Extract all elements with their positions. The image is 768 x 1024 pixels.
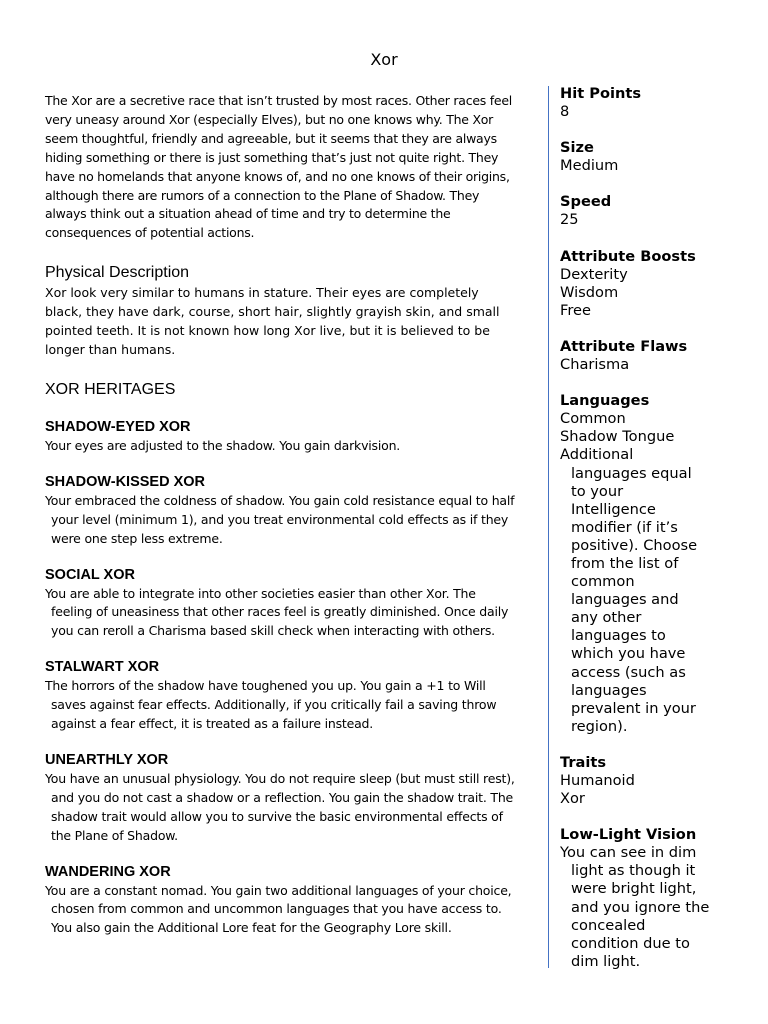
size-label: Size: [560, 139, 594, 157]
traits-block: [560, 754, 710, 808]
heritage-shadow-eyed: [45, 417, 515, 456]
low-light-vision-label: Low-Light Vision: [560, 826, 697, 844]
heritage-text: You are able to integrate into other societies easier than other Xor. The feeling of uneasiness that other races feel is greatly diminished. Once daily you can reroll a Charisma based skill check when interacting with others.: [45, 585, 509, 639]
heritage-text: You have an unusual physiology. You do not require sleep (but must still rest), and you do not cast a shadow or a reflection. You gain the shadow trait. The shadow trait would allow you to survive the basic environmental effects of the Plane of Shadow.: [45, 770, 515, 843]
traits-label: Traits: [560, 753, 607, 771]
heritage-name: SHADOW-KISSED XOR: [45, 473, 206, 490]
sidebar-divider: [548, 86, 549, 968]
speed-label: Speed: [560, 193, 612, 211]
boost-value: Free: [560, 301, 591, 319]
heritage-name: STALWART XOR: [45, 659, 160, 676]
main-column: [45, 92, 515, 938]
heritage-wandering: [45, 862, 515, 939]
heritage-social: [45, 565, 515, 642]
physical-description-text: Xor look very similar to humans in stature. Their eyes are completely black, they have dark, course, short hair, slightly grayish skin, and small pointed teeth. It is not known how long Xor live, but it is believed to be longer than humans.: [45, 285, 500, 357]
heritage-text: Your embraced the coldness of shadow. You gain cold resistance equal to half your level (minimum 1), and you treat environmental cold effects as if they were one step less extreme.: [45, 492, 515, 546]
languages-label: Languages: [560, 392, 650, 410]
size-block: [560, 139, 710, 175]
languages-block: [560, 392, 710, 736]
hit-points-label: Hit Points: [560, 85, 642, 102]
heritage-text: Your eyes are adjusted to the shadow. You gain darkvision.: [45, 437, 401, 453]
heritage-text: You are a constant nomad. You gain two additional languages of your choice, chosen from common and uncommon languages that you have access to. You also gain the Additional Lore feat for the Geography Lore skill.: [45, 882, 512, 936]
boost-value: Dexterity: [560, 265, 628, 283]
attribute-flaws-block: [560, 338, 710, 374]
attribute-boosts-block: [560, 248, 710, 320]
heritage-name: UNEARTHLY XOR: [45, 751, 169, 768]
low-light-vision-block: [560, 826, 710, 969]
heritage-unearthly: [45, 750, 515, 846]
speed-value: 25: [560, 211, 579, 229]
trait-value: Humanoid: [560, 772, 635, 789]
hit-points-block: [560, 85, 710, 121]
size-value: Medium: [560, 157, 619, 175]
heritages-heading: XOR HERITAGES: [45, 380, 176, 398]
heritage-text: The horrors of the shadow have toughened you up. You gain a +1 to Will saves against fear effects. Additionally, if you critically fail a saving throw against a fear effect, it is treated as a failure instead.: [45, 678, 497, 732]
heritage-stalwart: [45, 657, 515, 734]
physical-description-heading: Physical Description: [45, 264, 190, 282]
page-title: Xor: [370, 50, 398, 69]
trait-value: Xor: [560, 790, 585, 808]
language-value: Shadow Tongue: [560, 428, 675, 446]
low-light-vision-text: You can see in dim light as though it were bright light, and you ignore the concealed condition due to dim light.: [560, 844, 710, 969]
flaw-value: Charisma: [560, 356, 630, 374]
heritage-name: WANDERING XOR: [45, 863, 171, 880]
speed-block: [560, 193, 710, 229]
additional-languages-text: Additional languages equal to your Intelligence modifier (if it’s positive). Choose from the list of common languages and any other languages to which you have access (such as languages prevalent in your region).: [560, 446, 698, 735]
attribute-boosts-label: Attribute Boosts: [560, 247, 696, 265]
language-value: Common: [560, 410, 626, 428]
heritage-shadow-kissed: [45, 472, 515, 549]
stat-sidebar: [560, 85, 710, 969]
intro-text: The Xor are a secretive race that isn’t trusted by most races. Other races feel very uneasy around Xor (especially Elves), but no one knows why. The Xor seem thoughtful, friendly and agreeable, but it seems that they are always hiding something or there is just something that’s just not quite right. They have no homelands that anyone knows of, and no one knows of their origins, although there are rumors of a connection to the Plane of Shadow. They always think out a situation ahead of time and try to determine the consequences of potential actions.: [45, 93, 513, 241]
heritage-name: SHADOW-EYED XOR: [45, 418, 191, 435]
heritage-name: SOCIAL XOR: [45, 566, 135, 583]
boost-value: Wisdom: [560, 283, 619, 301]
hit-points-value: 8: [560, 103, 570, 121]
attribute-flaws-label: Attribute Flaws: [560, 337, 688, 355]
